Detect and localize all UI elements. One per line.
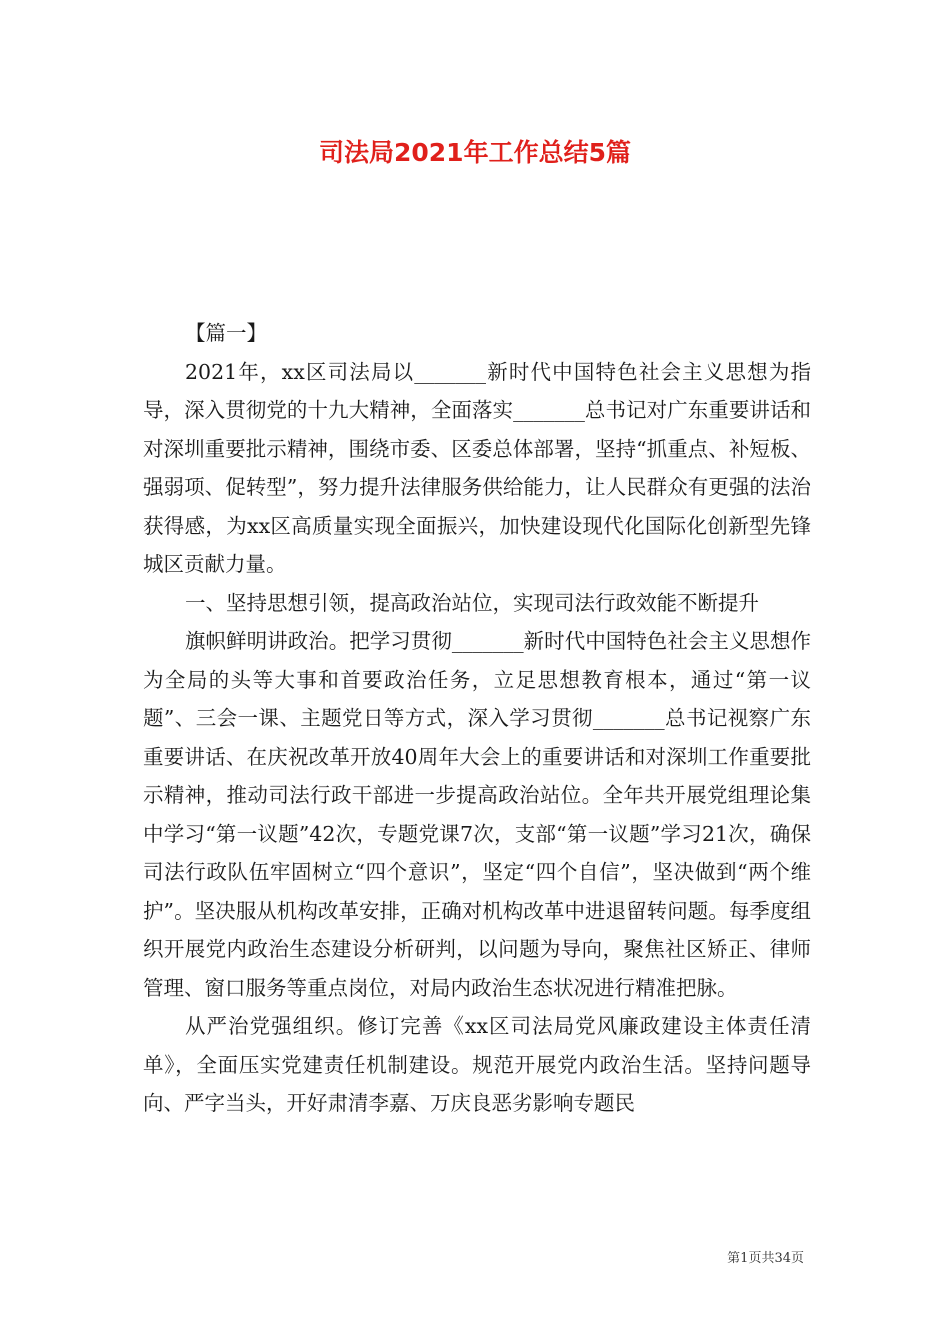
paragraph-politics: 旗帜鲜明讲政治。把学习贯彻_______新时代中国特色社会主义思想作为全局的头等大事和首要政治任务，立足思想教育根本，通过“第一议题”、三会一课、主题党日等方式，深入学习贯彻_______总书记视察广东重要讲话、在庆祝改革开放40周年大会上的重要讲话和对深圳工作重要批示精神，推动司法行政干部进一步提高政治站位。全年共开展党组理论集中学习“第一议题”42次，专题党课7次，支部“第一议题”学习21次，确保司法行政队伍牢固树立“四个意识”，坚定“四个自信”，坚决做到“两个维护”。坚决服从机构改革安排，正确对机构改革中进退留转问题。每季度组织开展党内政治生态建设分析研判，以问题为导向，聚焦社区矫正、律师管理、窗口服务等重点岗位，对局内政治生态状况进行精准把脉。 (143, 629, 811, 1000)
paragraph-organization: 从严治党强组织。修订完善《xx区司法局党风廉政建设主体责任清单》，全面压实党建责任机制建设。规范开展党内政治生活。坚持问题导向、严字当头，开好肃清李嘉、万庆良恶劣影响专题民 (143, 1014, 811, 1115)
paragraph-heading-1: 一、坚持思想引领，提高政治站位，实现司法行政效能不断提升 (185, 590, 759, 615)
section-label: 【篇一】 (185, 321, 267, 345)
page-number: 第1页共34页 (727, 1251, 804, 1266)
document-title: 司法局2021年工作总结5篇 (319, 138, 631, 167)
paragraph-intro: 2021年，xx区司法局以_______新时代中国特色社会主义思想为指导，深入贯彻党的十九大精神，全面落实_______总书记对广东重要讲话和对深圳重要批示精神，围绕市委、区委总体部署，坚持“抓重点、补短板、强弱项、促转型”，努力提升法律服务供给能力，让人民群众有更强的法治获得感，为xx区高质量实现全面振兴，加快建设现代化国际化创新型先锋城区贡献力量。 (143, 359, 811, 576)
document-body (143, 314, 811, 1123)
